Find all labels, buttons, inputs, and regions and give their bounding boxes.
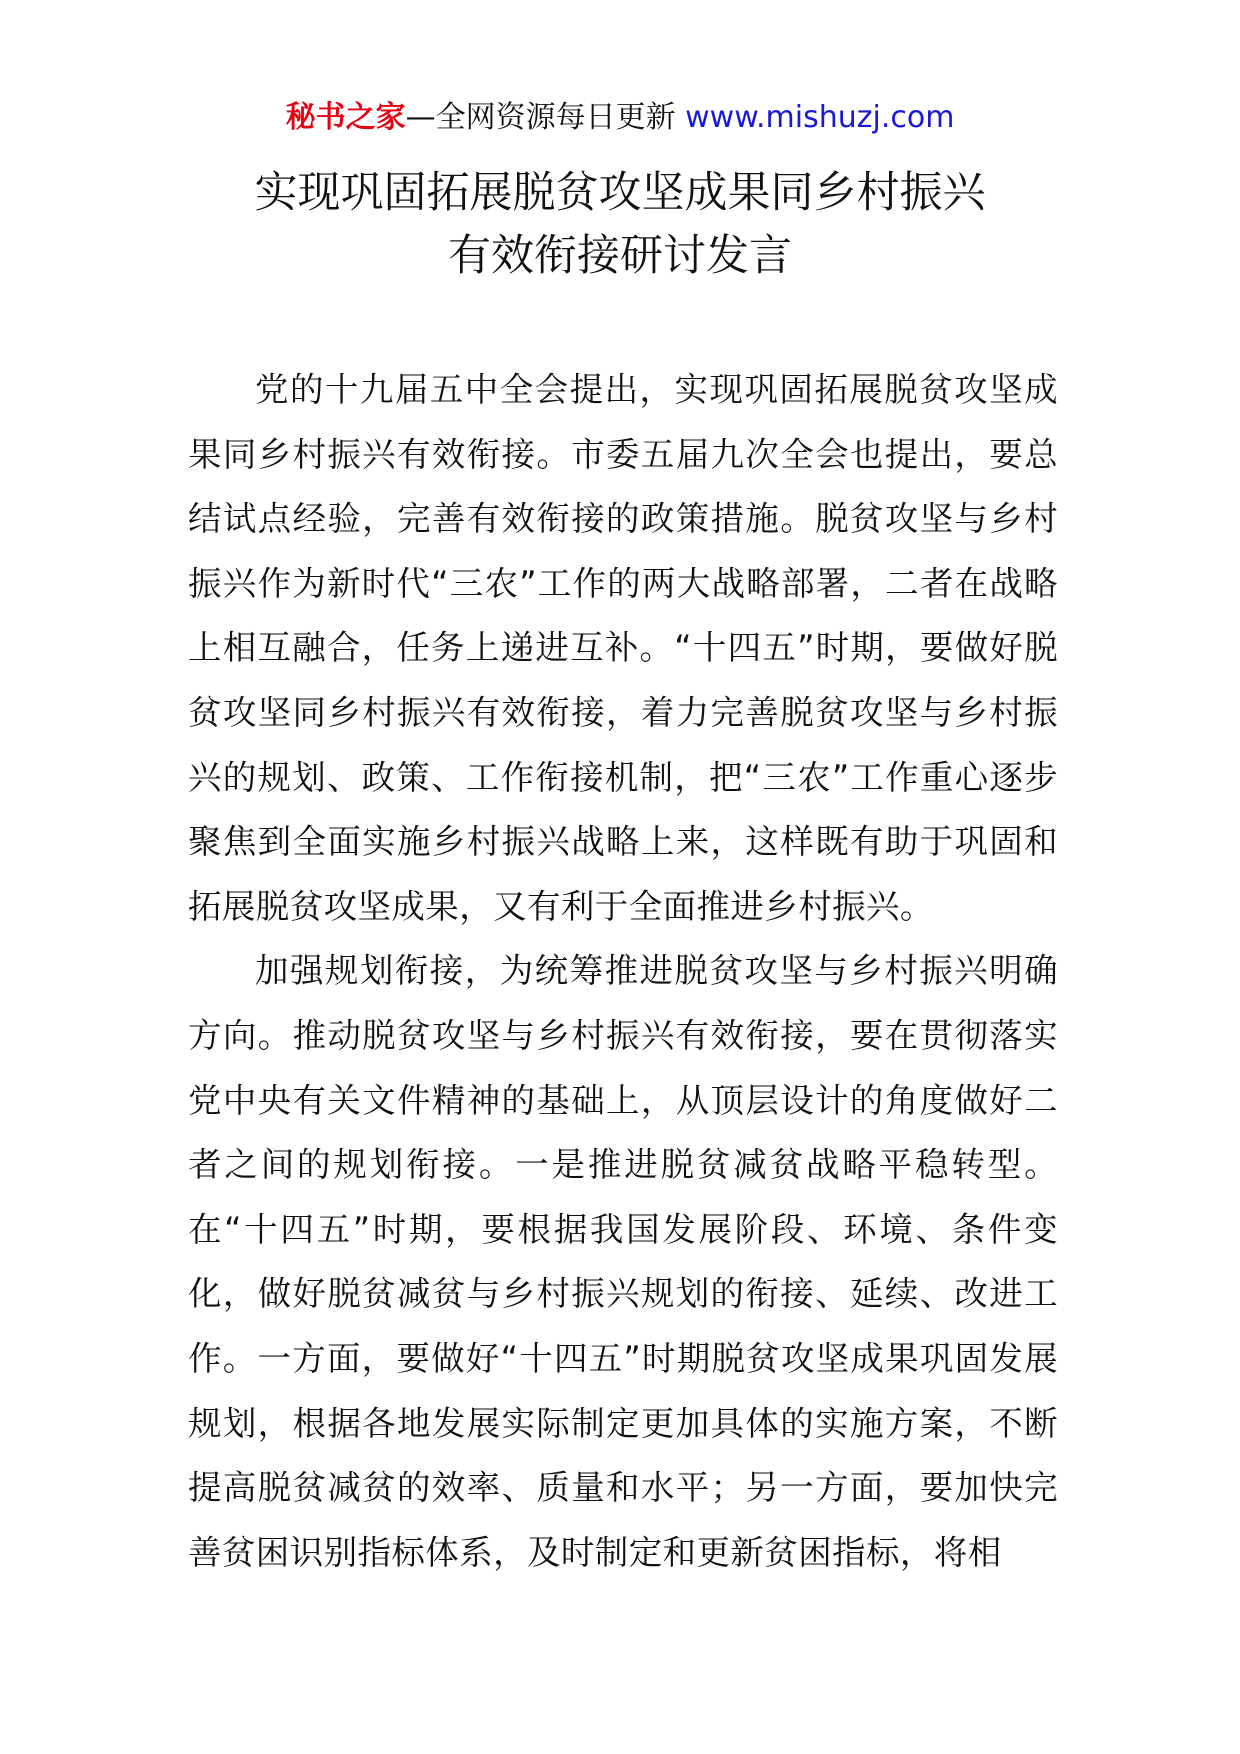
title-line-2: 有效衔接研讨发言: [448, 231, 792, 281]
brand-name: 秘书之家: [285, 100, 406, 135]
paragraph: 党的十九届五中全会提出，实现巩固拓展脱贫攻坚成果同乡村振兴有效衔接。市委五届九次全会也提出，要总结试点经验，完善有效衔接的政策措施。脱贫攻坚与乡村振兴作为新时代“三农”工作的两大战略部署，二者在战略上相互融合，任务上递进互补。“十四五”时期，要做好脱贫攻坚同乡村振兴有效衔接，着力完善脱贫攻坚与乡村振兴的规划、政策、工作衔接机制，把“三农”工作重心逐步聚焦到全面实施乡村振兴战略上来，这样既有助于巩固和拓展脱贫攻坚成果，又有利于全面推进乡村振兴。: [188, 370, 1058, 926]
site-header: [0, 98, 1240, 138]
paragraph: 加强规划衔接，为统筹推进脱贫攻坚与乡村振兴明确方向。推动脱贫攻坚与乡村振兴有效衔接，要在贯彻落实党中央有关文件精神的基础上，从顶层设计的角度做好二者之间的规划衔接。一是推进脱贫减贫战略平稳转型。在“十四五”时期，要根据我国发展阶段、环境、条件变化，做好脱贫减贫与乡村振兴规划的衔接、延续、改进工作。一方面，要做好“十四五”时期脱贫攻坚成果巩固发展规划，根据各地发展实际制定更加具体的实施方案，不断提高脱贫减贫的效率、质量和水平；另一方面，要加快完善贫困识别指标体系，及时制定和更新贫困指标，将相: [188, 951, 1058, 1572]
document-body: [188, 358, 1058, 1585]
document-title: [0, 162, 1240, 288]
header-tagline: —全网资源每日更新: [405, 100, 676, 135]
site-url: www.mishuzj.com: [685, 100, 955, 135]
title-line-1: 实现巩固拓展脱贫攻坚成果同乡村振兴: [254, 168, 986, 218]
